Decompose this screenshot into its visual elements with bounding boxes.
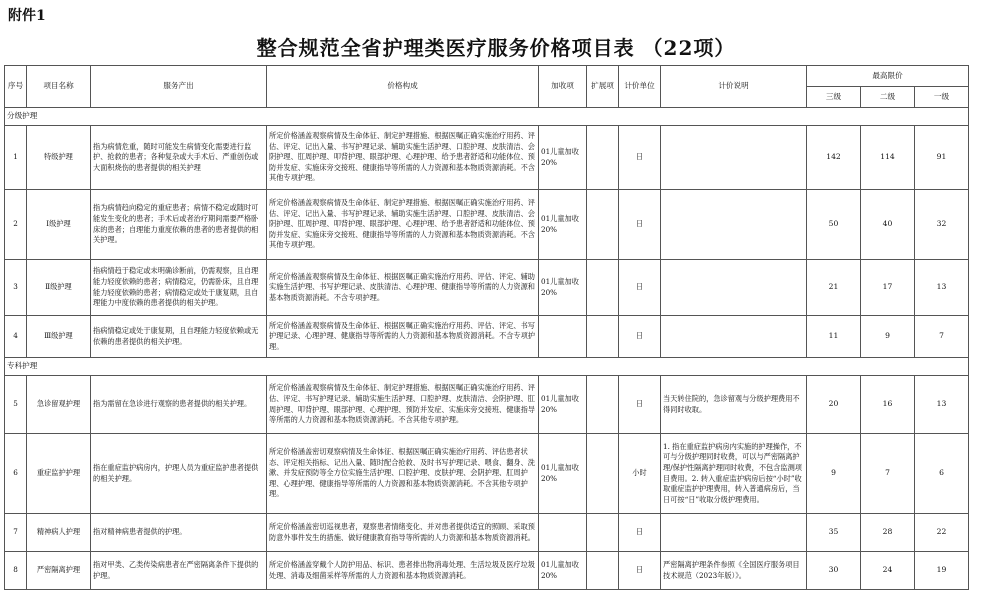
header-output: 服务产出 bbox=[91, 66, 267, 108]
cell-seq: 6 bbox=[5, 434, 27, 514]
cell-seq: 1 bbox=[5, 126, 27, 190]
header-level3: 三级 bbox=[807, 87, 861, 108]
cell-price-level2: 17 bbox=[861, 260, 915, 316]
cell-note bbox=[661, 514, 807, 552]
header-level2: 二级 bbox=[861, 87, 915, 108]
cell-note bbox=[661, 316, 807, 358]
cell-price-level3: 50 bbox=[807, 190, 861, 260]
cell-price-level2: 9 bbox=[861, 316, 915, 358]
cell-price-level3: 20 bbox=[807, 376, 861, 434]
cell-price: 所定价格涵盖穿戴个人防护用品、标识、患者排出物消毒处理、生活垃圾及医疗垃圾处理、消毒及细菌采样等所需的人力资源和基本物质资源消耗。 bbox=[267, 552, 539, 590]
cell-name: 急诊留观护理 bbox=[27, 376, 91, 434]
cell-extend bbox=[587, 552, 619, 590]
cell-extend bbox=[587, 316, 619, 358]
cell-name: 特级护理 bbox=[27, 126, 91, 190]
cell-price: 所定价格涵盖密切观察病情及生命体征、根据医嘱正确实施治疗用药、评估患者状态、评定相关指标、记出入量、随时配合抢救、及时书写护理记录、喂食、翻身、洗漱、并发症预防等全方位实施生活护理、口腔护理、皮肤护理、会阴护理、肛周护理、心理护理、健康指导等所需的人力资源和基本物质资源消耗。不含其他专项护理。 bbox=[267, 434, 539, 514]
cell-seq: 3 bbox=[5, 260, 27, 316]
cell-name: 精神病人护理 bbox=[27, 514, 91, 552]
cell-unit: 日 bbox=[619, 514, 661, 552]
cell-output: 指在重症监护病房内，护理人员为重症监护患者提供的相关护理。 bbox=[91, 434, 267, 514]
header-seq: 序号 bbox=[5, 66, 27, 108]
cell-price-level3: 35 bbox=[807, 514, 861, 552]
cell-price-level1: 19 bbox=[915, 552, 969, 590]
cell-addon: 01儿童加收20% bbox=[539, 552, 587, 590]
cell-addon: 01儿童加收20% bbox=[539, 260, 587, 316]
cell-price: 所定价格涵盖密切巡视患者，观察患者情绪变化、并对患者提供适宜的照顾、采取预防意外事件发生的措施、做好健康教育指导等所需的人力资源和基本物质资源消耗。 bbox=[267, 514, 539, 552]
cell-addon bbox=[539, 514, 587, 552]
cell-unit: 日 bbox=[619, 190, 661, 260]
cell-price: 所定价格涵盖观察病情及生命体征、根据医嘱正确实施治疗用药、评估、评定、书写护理记录、心理护理、健康指导等所需的人力资源和基本物质资源消耗。不含专项护理。 bbox=[267, 316, 539, 358]
cell-price-level2: 40 bbox=[861, 190, 915, 260]
table-row bbox=[5, 316, 969, 358]
header-unit: 计价单位 bbox=[619, 66, 661, 108]
cell-name: Ⅲ级护理 bbox=[27, 316, 91, 358]
header-level1: 一级 bbox=[915, 87, 969, 108]
cell-name: Ⅰ级护理 bbox=[27, 190, 91, 260]
header-max-price: 最高限价 bbox=[807, 66, 969, 87]
header-price: 价格构成 bbox=[267, 66, 539, 108]
cell-price: 所定价格涵盖观察病情及生命体征、制定护理措施、根据医嘱正确实施治疗用药、评估、评定、记出入量、书写护理记录、辅助实施生活护理、口腔护理、皮肤清洁、会阴护理、肛周护理、叩背护理、眼部护理、心理护理、给予患者舒适和功能体位、预防并发症、实施床旁交接班、健康指导等所需的人力资源和基本物质资源消耗。不含其他专项护理。 bbox=[267, 126, 539, 190]
cell-addon: 01儿童加收20% bbox=[539, 190, 587, 260]
table-row bbox=[5, 514, 969, 552]
cell-seq: 4 bbox=[5, 316, 27, 358]
header-note: 计价说明 bbox=[661, 66, 807, 108]
cell-name: Ⅱ级护理 bbox=[27, 260, 91, 316]
header-name: 项目名称 bbox=[27, 66, 91, 108]
cell-output: 指病情趋于稳定或未明确诊断前，仍需观察，且自理能力轻度依赖的患者；病情稳定，仍需卧床，且自理能力轻度依赖的患者；病情稳定或处于康复期，且自理能力中度依赖的患者提供的相关护理。 bbox=[91, 260, 267, 316]
cell-unit: 日 bbox=[619, 316, 661, 358]
header-extend: 扩展项 bbox=[587, 66, 619, 108]
cell-name: 重症监护护理 bbox=[27, 434, 91, 514]
cell-extend bbox=[587, 190, 619, 260]
cell-extend bbox=[587, 514, 619, 552]
page-title: 整合规范全省护理类医疗服务价格项目表 （22项） bbox=[256, 36, 736, 60]
cell-addon: 01儿童加收20% bbox=[539, 376, 587, 434]
attachment-label: 附件1 bbox=[8, 8, 46, 24]
cell-name: 严密隔离护理 bbox=[27, 552, 91, 590]
cell-output: 指对精神病患者提供的护理。 bbox=[91, 514, 267, 552]
section-title: 分级护理 bbox=[5, 108, 969, 126]
cell-note bbox=[661, 260, 807, 316]
cell-note: 严密隔离护理条件参照《全国医疗服务项目技术规范（2023年版）》。 bbox=[661, 552, 807, 590]
cell-price-level3: 9 bbox=[807, 434, 861, 514]
section-title: 专科护理 bbox=[5, 358, 969, 376]
price-table bbox=[4, 65, 969, 590]
cell-price-level2: 28 bbox=[861, 514, 915, 552]
cell-note bbox=[661, 190, 807, 260]
table-row bbox=[5, 434, 969, 514]
table-row bbox=[5, 260, 969, 316]
cell-price-level3: 11 bbox=[807, 316, 861, 358]
cell-output: 指为病情趋向稳定的重症患者；病情不稳定或随时可能发生变化的患者；手术后或者治疗期间需要严格卧床的患者；自理能力重度依赖的患者的患者提供的相关护理。 bbox=[91, 190, 267, 260]
cell-seq: 5 bbox=[5, 376, 27, 434]
cell-price-level3: 30 bbox=[807, 552, 861, 590]
cell-extend bbox=[587, 434, 619, 514]
cell-extend bbox=[587, 126, 619, 190]
cell-price-level2: 24 bbox=[861, 552, 915, 590]
cell-price-level1: 13 bbox=[915, 260, 969, 316]
cell-addon: 01儿童加收20% bbox=[539, 126, 587, 190]
cell-price-level2: 7 bbox=[861, 434, 915, 514]
cell-unit: 日 bbox=[619, 376, 661, 434]
header-addon: 加收项 bbox=[539, 66, 587, 108]
cell-price: 所定价格涵盖观察病情及生命体征、制定护理措施、根据医嘱正确实施治疗用药、评估、评定、书写护理记录、辅助实施生活护理、口腔护理、皮肤清洁、会阴护理、肛周护理、叩背护理、眼部护理、心理护理、预防并发症、实施床旁交接班、健康指导等所需的人力资源和基本物质资源消耗。不含其他专项护理。 bbox=[267, 376, 539, 434]
cell-price-level2: 114 bbox=[861, 126, 915, 190]
cell-note bbox=[661, 126, 807, 190]
cell-price-level3: 21 bbox=[807, 260, 861, 316]
cell-addon bbox=[539, 316, 587, 358]
cell-unit: 日 bbox=[619, 260, 661, 316]
cell-extend bbox=[587, 260, 619, 316]
cell-price-level1: 22 bbox=[915, 514, 969, 552]
cell-seq: 2 bbox=[5, 190, 27, 260]
cell-price-level1: 6 bbox=[915, 434, 969, 514]
cell-note: 1. 指在重症监护病房内实施的护理操作，不可与分级护理同时收费，可以与严密隔离护理/保护性隔离护理同时收费，不包含监测项目费用。2. 转入重症监护病房后按“小时”收取重症监护护理费用，转入普通病房后，当日可按“日”收取分级护理费用。 bbox=[661, 434, 807, 514]
cell-addon: 01儿童加收20% bbox=[539, 434, 587, 514]
cell-output: 指对甲类、乙类传染病患者在严密隔离条件下提供的护理。 bbox=[91, 552, 267, 590]
cell-note: 当天转住院的，急诊留观与分级护理费用不得同时收取。 bbox=[661, 376, 807, 434]
cell-price-level1: 13 bbox=[915, 376, 969, 434]
cell-extend bbox=[587, 376, 619, 434]
table-row bbox=[5, 376, 969, 434]
cell-price-level1: 91 bbox=[915, 126, 969, 190]
cell-seq: 8 bbox=[5, 552, 27, 590]
cell-price-level1: 32 bbox=[915, 190, 969, 260]
cell-unit: 日 bbox=[619, 126, 661, 190]
cell-output: 指为需留在急诊进行观察的患者提供的相关护理。 bbox=[91, 376, 267, 434]
cell-seq: 7 bbox=[5, 514, 27, 552]
table-row bbox=[5, 126, 969, 190]
cell-price-level2: 16 bbox=[861, 376, 915, 434]
cell-output: 指为病情危重，随时可能发生病情变化需要进行监护、抢救的患者；各种复杂或大手术后、严重创伤或大面积烧伤的患者提供的相关护理 bbox=[91, 126, 267, 190]
table-row bbox=[5, 552, 969, 590]
cell-price-level3: 142 bbox=[807, 126, 861, 190]
cell-price: 所定价格涵盖观察病情及生命体征、根据医嘱正确实施治疗用药、评估、评定、辅助实施生活护理、书写护理记录、皮肤清洁、心理护理、健康指导等所需的人力资源和基本物质资源消耗。不含专项护理。 bbox=[267, 260, 539, 316]
cell-price: 所定价格涵盖观察病情及生命体征、制定护理措施、根据医嘱正确实施治疗用药、评估、评定、记出入量、书写护理记录、辅助实施生活护理、口腔护理、皮肤清洁、会阴护理、肛周护理、叩背护理、眼部护理、心理护理、给予患者舒适和功能体位、预防并发症、实施床旁交接班、健康指导等所需的人力资源和基本物质资源消耗。不含其他专项护理。 bbox=[267, 190, 539, 260]
table-row bbox=[5, 190, 969, 260]
cell-unit: 小时 bbox=[619, 434, 661, 514]
cell-output: 指病情稳定或处于康复期，且自理能力轻度依赖或无依赖的患者提供的相关护理。 bbox=[91, 316, 267, 358]
cell-price-level1: 7 bbox=[915, 316, 969, 358]
cell-unit: 日 bbox=[619, 552, 661, 590]
